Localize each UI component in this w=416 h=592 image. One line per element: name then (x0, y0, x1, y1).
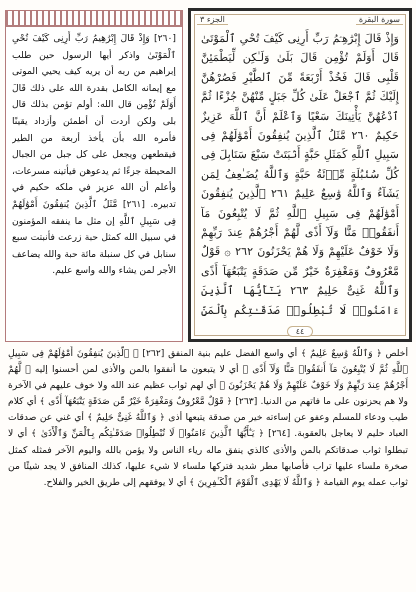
page-number: ٤٤ (287, 326, 314, 337)
quran-panel (188, 8, 412, 342)
left-commentary-text: [٢٦٠] وَإِذْ قَالَ إِبْرَٰهِيمُ رَبِّ أَرِنِى كَيْفَ تُحْىِ ٱلْمَوْتَىٰ واذكر أيها الرسول حين طلب إبراهيم من ربه أن يريه كيف يحيي الموتى مع إيمانه الكامل بقدرة الله على ذلك قَالَ أَوَلَمْ تُؤْمِن قال الله: أولم تؤمن بذلك قال بلى ولكن أردت أن أطمئن وأزداد يقينًا فأمره الله بأن يأخذ أربعة من الطير فيقطعهن ويجعل على كل جبل من الجبال المحيطة جزءًا ثم يدعوهن فيأتينه مسرعات، وأعلم أن الله عزيز في ملكه حكيم في تدبيره. [٢٦١] مَّثَلُ ٱلَّذِينَ يُنفِقُونَ أَمْوَٰلَهُمْ فِى سَبِيلِ ٱللَّهِ إن مثل ما ينفقه المؤمنون في سبيل الله كمثل حبة زرعت فأنبتت سبع سنابل في كل سنبلة مائة حبة والله يضاعف الأجر لمن يشاء والله واسع عليم. (12, 33, 176, 277)
quran-text: وَإِذْ قَالَ إِبْرَٰهِـۧمُ رَبِّ أَرِنِى كَيْفَ تُحْىِ ٱلْمَوْتَىٰ قَالَ أَوَلَمْ تُؤْمِن قَالَ بَلَىٰ وَلَـٰكِن لِّيَطْمَئِنَّ قَلْبِى قَالَ فَخُذْ أَرْبَعَةً مِّنَ ٱلطَّيْرِ فَصُرْهُنَّ إِلَيْكَ ثُمَّ ٱجْعَلْ عَلَىٰ كُلِّ جَبَلٍ مِّنْهُنَّ جُزْءًا ثُمَّ ٱدْعُهُنَّ يَأْتِينَكَ سَعْيًا وَٱعْلَمْ أَنَّ ٱللَّهَ عَزِيزٌ حَكِيمٌ ٢٦٠ مَّثَلُ ٱلَّذِينَ يُنفِقُونَ أَمْوَٰلَهُمْ فِى سَبِيلِ ٱللَّهِ كَمَثَلِ حَبَّةٍ أَنۢبَتَتْ سَبْعَ سَنَابِلَ فِى كُلِّ سُنۢبُلَةٍ مِّا۟ئَةُ حَبَّةٍ وَٱللَّهُ يُضَـٰعِفُ لِمَن يَشَآءُ وَٱللَّهُ وَٰسِعٌ عَلِيمٌ ٢٦١ ٱلَّذِينَ يُنفِقُونَ أَمْوَٰلَهُمْ فِى سَبِيلِ ٱللَّهِ ثُمَّ لَا يُتْبِعُونَ مَآ أَنفَقُوا۟ مَنًّا وَلَآ أَذًى لَّهُمْ أَجْرُهُمْ عِندَ رَبِّهِمْ وَلَا خَوْفٌ عَلَيْهِمْ وَلَا هُمْ يَحْزَنُونَ ٢٦٢ ۞ قَوْلٌ مَّعْرُوفٌ وَمَغْفِرَةٌ خَيْرٌ مِّن صَدَقَةٍ يَتْبَعُهَآ أَذًى وَٱللَّهُ غَنِىٌّ حَلِيمٌ ٢٦٣ يَـٰٓأَيُّهَا ٱلَّذِينَ ءَامَنُوا۟ لَا تُبْطِلُوا۟ صَدَقَـٰتِكُم بِٱلْمَنِّ (201, 32, 399, 317)
quran-header (197, 13, 403, 27)
quran-footer (191, 326, 409, 337)
ornament-border (6, 11, 182, 27)
bottom-commentary-text: أخلص ﴿ وَٱللَّهُ وَٰسِعٌ عَلِيمٌ ﴾ أي واسع الفضل عليم بنية المنفق [٢٦٢] ﴿ ٱلَّذِينَ يُنفِقُونَ أَمْوَٰلَهُمْ فِى سَبِيلِ ٱللَّهِ ثُمَّ لَا يُتْبِعُونَ مَآ أَنفَقُوا۟ مَنًّا وَلَآ أَذًى ﴾ أي لا يتبعون ما أنفقوا بالمن والأذى لمن أحسنوا إليه ﴿ لَّهُمْ أَجْرُهُمْ عِندَ رَبِّهِمْ وَلَا خَوْفٌ عَلَيْهِمْ وَلَا هُمْ يَحْزَنُونَ ﴾ أي لهم ثواب عظيم عند الله ولا خوف عليهم في الآخرة ولا هم يحزنون على ما فاتهم من الدنيا. [٢٦٣] ﴿ قَوْلٌ مَّعْرُوفٌ وَمَغْفِرَةٌ خَيْرٌ مِّن صَدَقَةٍ يَتْبَعُهَآ أَذًى ﴾ أي كلام طيب ودعاء للمسلم وعفو عن إساءته خير من صدقة يتبعها أذى ﴿ وَٱللَّهُ غَنِىٌّ حَلِيمٌ ﴾ أي غني عن صدقات العباد حليم لا يعاجل بالعقوبة. [٢٦٤] ﴿ يَـٰٓأَيُّهَا ٱلَّذِينَ ءَامَنُوا۟ لَا تُبْطِلُوا۟ صَدَقَـٰتِكُم بِٱلْمَنِّ وَٱلْأَذَىٰ ﴾ أي لا تبطلوا ثواب صدقاتكم بالمن والأذى كالذي ينفق ماله رياء الناس ولا يؤمن بالله واليوم الآخر فمثله كمثل صخرة ملساء عليها تراب فأصابها مطر شديد فتركها ملساء لا شيء عليها، كذلك المنافق لا يجد شيئًا من ثواب عمله يوم القيامة ﴿ وَٱللَّهُ لَا يَهْدِى ٱلْقَوْمَ ٱلْكَـٰفِرِينَ ﴾ أي لا يوفقهم إلى طريق الخير والفلاح. (8, 348, 408, 488)
surah-name: سورة البقرة (356, 15, 403, 25)
juz-label: الجزء ٣ (197, 15, 228, 25)
left-commentary-panel (5, 10, 183, 342)
